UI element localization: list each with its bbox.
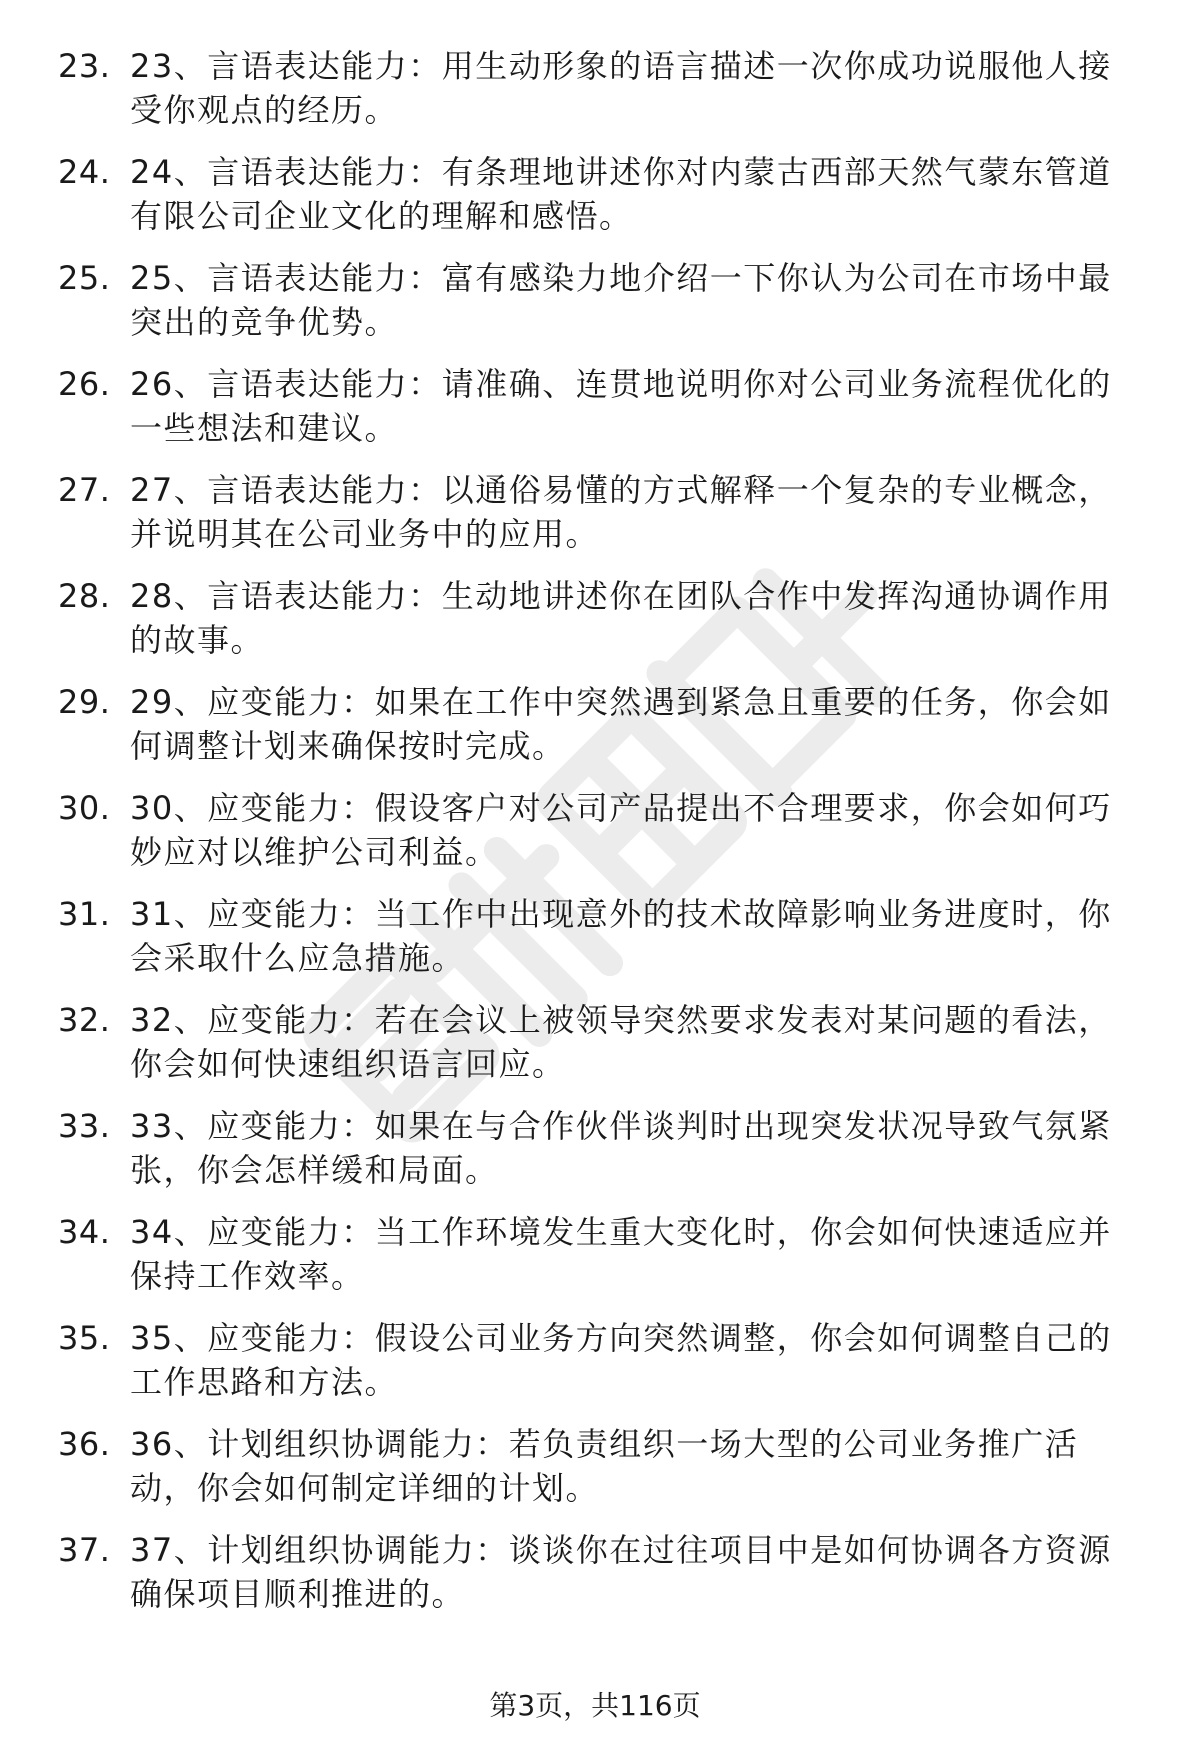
question-text: 30、应变能力：假设客户对公司产品提出不合理要求，你会如何巧妙应对以维护公司利益。 bbox=[130, 789, 1112, 871]
question-number: 36. bbox=[58, 1425, 111, 1463]
question-number: 27. bbox=[58, 471, 111, 509]
question-text: 23、言语表达能力：用生动形象的语言描述一次你成功说服他人接受你观点的经历。 bbox=[130, 47, 1112, 129]
question-number: 26. bbox=[58, 365, 111, 403]
list-item bbox=[58, 256, 1158, 362]
question-text: 36、计划组织协调能力：若负责组织一场大型的公司业务推广活动，你会如何制定详细的计划。 bbox=[130, 1425, 1079, 1507]
question-number: 33. bbox=[58, 1107, 111, 1145]
question-text: 27、言语表达能力：以通俗易懂的方式解释一个复杂的专业概念，并说明其在公司业务中的应用。 bbox=[130, 471, 1112, 553]
list-item bbox=[58, 468, 1158, 574]
list-item bbox=[58, 44, 1158, 150]
question-text: 24、言语表达能力：有条理地讲述你对内蒙古西部天然气蒙东管道有限公司企业文化的理解和感悟。 bbox=[130, 153, 1112, 235]
list-item bbox=[58, 362, 1158, 468]
question-text: 32、应变能力：若在会议上被领导突然要求发表对某问题的看法，你会如何快速组织语言回应。 bbox=[130, 1001, 1112, 1083]
question-text: 37、计划组织协调能力：谈谈你在过往项目中是如何协调各方资源确保项目顺利推进的。 bbox=[130, 1531, 1112, 1613]
question-text: 25、言语表达能力：富有感染力地介绍一下你认为公司在市场中最突出的竞争优势。 bbox=[130, 259, 1112, 341]
question-text: 35、应变能力：假设公司业务方向突然调整，你会如何调整自己的工作思路和方法。 bbox=[130, 1319, 1112, 1401]
question-number: 30. bbox=[58, 789, 111, 827]
question-text: 33、应变能力：如果在与合作伙伴谈判时出现突发状况导致气氛紧张，你会怎样缓和局面。 bbox=[130, 1107, 1112, 1189]
list-item bbox=[58, 1422, 1158, 1528]
question-number: 23. bbox=[58, 47, 111, 85]
list-item bbox=[58, 574, 1158, 680]
question-number: 34. bbox=[58, 1213, 111, 1251]
list-item bbox=[58, 1316, 1158, 1422]
list-item bbox=[58, 150, 1158, 256]
question-list bbox=[58, 44, 1158, 1634]
list-item bbox=[58, 786, 1158, 892]
question-number: 29. bbox=[58, 683, 111, 721]
question-number: 37. bbox=[58, 1531, 111, 1569]
question-number: 35. bbox=[58, 1319, 111, 1357]
question-text: 34、应变能力：当工作环境发生重大变化时，你会如何快速适应并保持工作效率。 bbox=[130, 1213, 1112, 1295]
question-number: 31. bbox=[58, 895, 111, 933]
question-number: 25. bbox=[58, 259, 111, 297]
list-item bbox=[58, 998, 1158, 1104]
question-text: 28、言语表达能力：生动地讲述你在团队合作中发挥沟通协调作用的故事。 bbox=[130, 577, 1112, 659]
question-number: 28. bbox=[58, 577, 111, 615]
question-text: 31、应变能力：当工作中出现意外的技术故障影响业务进度时，你会采取什么应急措施。 bbox=[130, 895, 1112, 977]
question-number: 32. bbox=[58, 1001, 111, 1039]
question-text: 29、应变能力：如果在工作中突然遇到紧急且重要的任务，你会如何调整计划来确保按时完成。 bbox=[130, 683, 1112, 765]
question-text: 26、言语表达能力：请准确、连贯地说明你对公司业务流程优化的一些想法和建议。 bbox=[130, 365, 1112, 447]
question-number: 24. bbox=[58, 153, 111, 191]
page-footer: 第3页，共116页 bbox=[489, 1689, 701, 1722]
list-item bbox=[58, 680, 1158, 786]
list-item bbox=[58, 892, 1158, 998]
list-item bbox=[58, 1210, 1158, 1316]
list-item bbox=[58, 1104, 1158, 1210]
list-item bbox=[58, 1528, 1158, 1634]
